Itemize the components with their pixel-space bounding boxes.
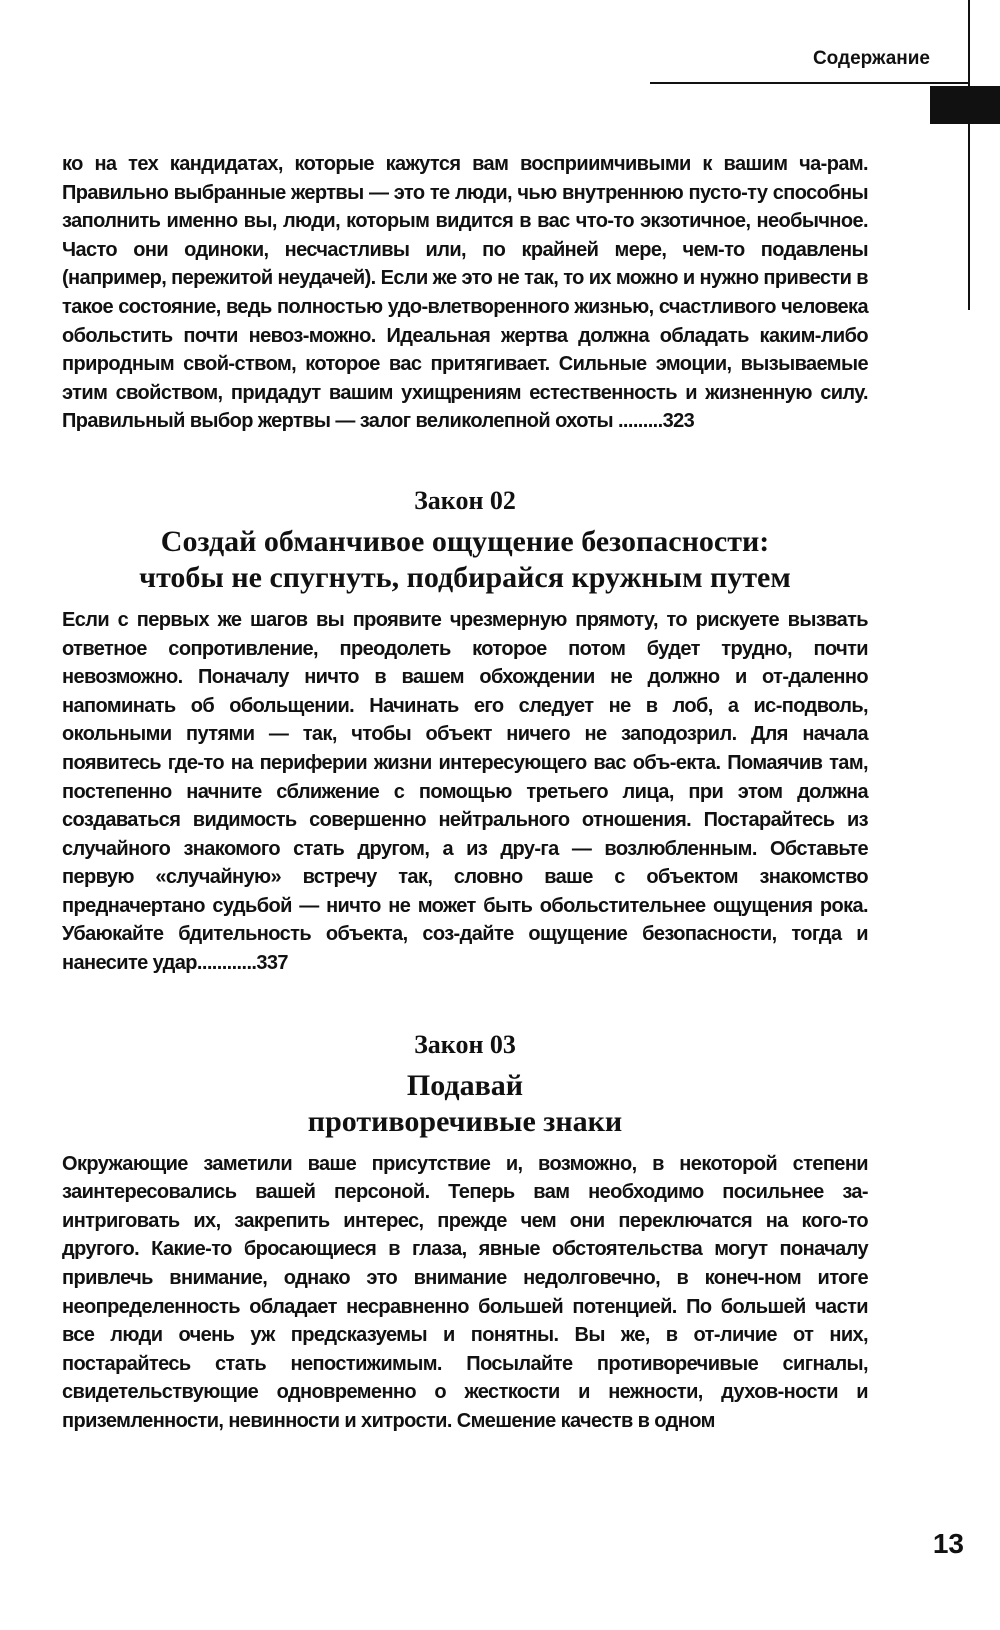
dot-leader xyxy=(613,410,694,432)
intro-text: ко на тех кандидатах, которые кажутся вам восприимчивыми к вашим ча-рам. Правильно выбранные жертвы — это те люди, чью внутреннюю пусто-ту способны заполнить именно вы, люди, которым видится в вас что-то экзотичное, необычное. Часто они одиноки, несчастливы или, по крайней мере, чем-то подавлены (например, пережитой неудачей). Если же это не так, то их можно и нужно привести в такое состояние, ведь полностью удо-влетворенного жизнью, счастливого человека обольстить почти невоз-можно. Идеальная жертва должна обладать каким-либо природным свой-ством, которое вас притягивает. Сильные эмоции, вызываемые этим свойством, придадут вашим ухищрениям естественность и жизненную силу. Правильный выбор жертвы — залог великолепной охоты xyxy=(62,153,868,433)
header-rule xyxy=(650,82,970,84)
law-title-line: Подавай xyxy=(406,1068,524,1102)
intro-paragraph xyxy=(62,150,868,436)
leader-dots: ............ xyxy=(196,952,257,975)
law-title xyxy=(62,524,868,596)
law-title-line: Создай обманчивое ощущение безопасности: xyxy=(160,524,770,558)
leader-dots: ......... xyxy=(613,410,663,433)
law-title xyxy=(62,1068,868,1140)
running-head: Содержание xyxy=(812,48,930,69)
page-number: 13 xyxy=(932,1528,964,1559)
law-title-line: противоречивые знаки xyxy=(307,1104,623,1138)
law-summary-text: Если с первых же шагов вы проявите чрезмерную прямоту, то рискуете вызвать ответное сопротивление, преодолеть которое потом будет трудно, почти невозможно. Поначалу ничто в вашем обхождении не должно и от-даленно напоминать об обольщении. Начинать его следует не в лоб, а ис-подволь, окольными путями — так, чтобы объект ничего не заподозрил. Для начала появитесь где-то на периферии жизни интересующего вас объ-екта. Помаячив там, постепенно начните сближение с помощью третьего лица, при этом должна создаваться видимость совершенно нейтрального отношения. Постарайтесь из случайного знакомого стать другом, а из дру-га — возлюбленным. Обставьте первую «случайную» встречу так, словно ваше с объектом знакомство предначертано судьбой — ничто не может быть обольстительнее ощущения рока. Убаюкайте бдительность объекта, соз-дайте ощущение безопасности, тогда и нанесите удар xyxy=(62,608,868,975)
thumb-index-tab xyxy=(930,86,1000,124)
law-number: Закон 03 xyxy=(414,1029,516,1059)
law-summary: Окружающие заметили ваше присутствие и, возможно, в некоторой степени заинтересовались вашей персоной. Теперь вам необходимо посильнее за-интриговать их, закрепить интерес, прежде чем они переключатся на кого-то другого. Какие-то бросающиеся в глаза, явные обстоятельства могут поначалу привлечь внимание, однако это внимание недолговечно, в конеч-ном итоге неопределенность обладает несравненно большей потенцией. По большей части все люди очень уж предсказуемы и понятны. Вы же, в от-личие от них, постарайтесь стать непостижимым. Посылайте противоречивые сигналы, свидетельствующие одновременно о жесткости и нежности, духов-ности и приземленности, невинности и хитрости. Смешение качеств в одном xyxy=(62,1152,868,1432)
page-reference: 323 xyxy=(662,410,695,433)
page-reference: 337 xyxy=(256,952,288,975)
dot-leader xyxy=(197,952,288,974)
law-summary xyxy=(62,606,868,978)
law-number: Закон 02 xyxy=(414,485,516,515)
page-content xyxy=(62,150,868,1436)
edge-rule xyxy=(968,0,970,310)
law-title-line: чтобы не спугнуть, подбирайся кружным путем xyxy=(139,560,791,594)
